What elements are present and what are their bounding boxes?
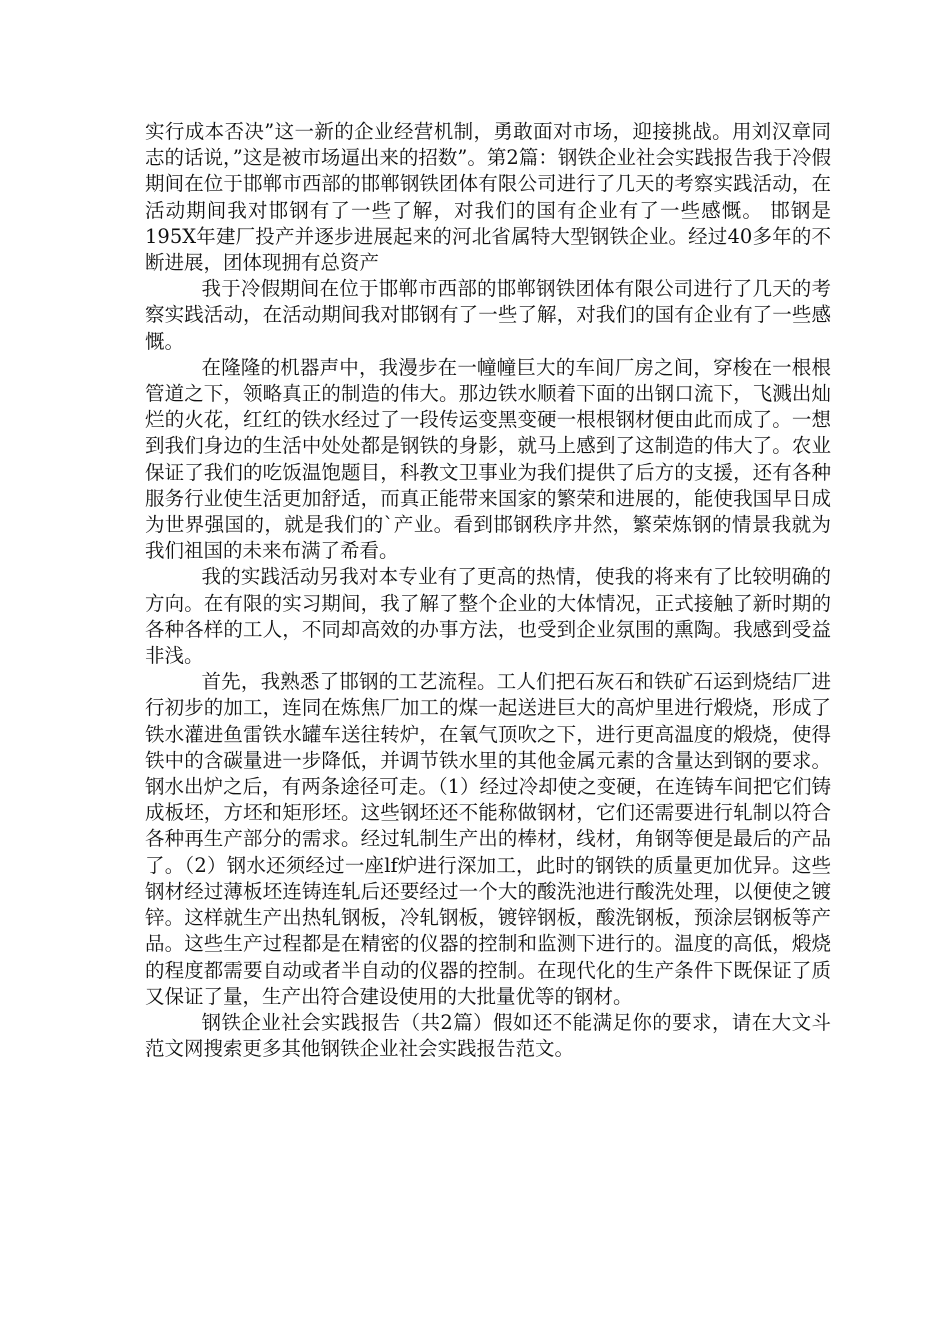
paragraph-process-flow: 首先，我熟悉了邯钢的工艺流程。工人们把石灰石和铁矿石运到烧结厂进行初步的加工，连同在炼焦厂加工的煤一起送进巨大的高炉里进行煅烧，形成了铁水灌进鱼雷铁水罐车送往转炉，在氧气顶吹之下，进行更高温度的煅烧，使得铁中的含碳量进一步降低，并调节铁水里的其他金属元素的含量达到钢的要求。钢水出炉之后，有两条途径可走。（1）经过冷却使之变硬，在连铸车间把它们铸成板坯，方坯和矩形坯。这些钢坯还不能称做钢材，它们还需要进行轧制以符合各种再生产部分的需求。经过轧制生产出的棒材，线材，角钢等便是最后的产品了。（2）钢水还须经过一座lf炉进行深加工，此时的钢铁的质量更加优异。这些钢材经过薄板坯连铸连轧后还要经过一个大的酸洗池进行酸洗处理，以便使之镀锌。这样就生产出热轧钢板，冷轧钢板，镀锌钢板，酸洗钢板，预涂层钢板等产品。这些生产过程都是在精密的仪器的控制和监测下进行的。温度的高低，煅烧的程度都需要自动或者半自动的仪器的控制。在现代化的生产条件下既保证了质又保证了量，生产出符合建设使用的大批量优等的钢材。 (145, 670, 831, 1008)
paragraph-closing-note: 钢铁企业社会实践报告（共2篇）假如还不能满足你的要求，请在大文斗范文网搜索更多其他钢铁企业社会实践报告范文。 (145, 1010, 831, 1061)
document-body (145, 119, 831, 1062)
paragraph-intro: 我于冷假期间在位于邯郸市西部的邯郸钢铁团体有限公司进行了几天的考察实践活动，在活动期间我对邯钢有了一些了解，对我们的国有企业有了一些感慨。 (145, 277, 831, 353)
paragraph-factory-scene: 在隆隆的机器声中，我漫步在一幢幢巨大的车间厂房之间，穿梭在一根根管道之下，领略真正的制造的伟大。那边铁水顺着下面的出钢口流下，飞溅出灿烂的火花，红红的铁水经过了一段传运变黑变硬一根根钢材便由此而成了。一想到我们身边的生活中处处都是钢铁的身影，就马上感到了这制造的伟大了。农业保证了我们的吃饭温饱题目，科教文卫事业为我们提供了后方的支援，还有各种服务行业使生活更加舒适，而真正能带来国家的繁荣和进展的，能使我国早日成为世界强国的，就是我们的`产业。看到邯钢秩序井然，繁荣炼钢的情景我就为我们祖国的未来布满了希看。 (145, 355, 831, 563)
paragraph-practice-gain: 我的实践活动另我对本专业有了更高的热情，使我的将来有了比较明确的方向。在有限的实习期间，我了解了整个企业的大体情况，正式接触了新时期的各种各样的工人，不同却高效的办事方法，也受到企业氛围的熏陶。我感到受益非浅。 (145, 565, 831, 668)
paragraph-continuation: 实行成本否决”这一新的企业经营机制，勇敢面对市场，迎接挑战。用刘汉章同志的话说，”这是被市场逼出来的招数”。第2篇：钢铁企业社会实践报告我于冷假期间在位于邯郸市西部的邯郸钢铁团体有限公司进行了几天的考察实践活动，在活动期间我对邯钢有了一些了解，对我们的国有企业有了一些感慨。 邯钢是195X年建厂投产并逐步进展起来的河北省属特大型钢铁企业。经过40多年的不断进展，团体现拥有总资产 (145, 120, 831, 275)
